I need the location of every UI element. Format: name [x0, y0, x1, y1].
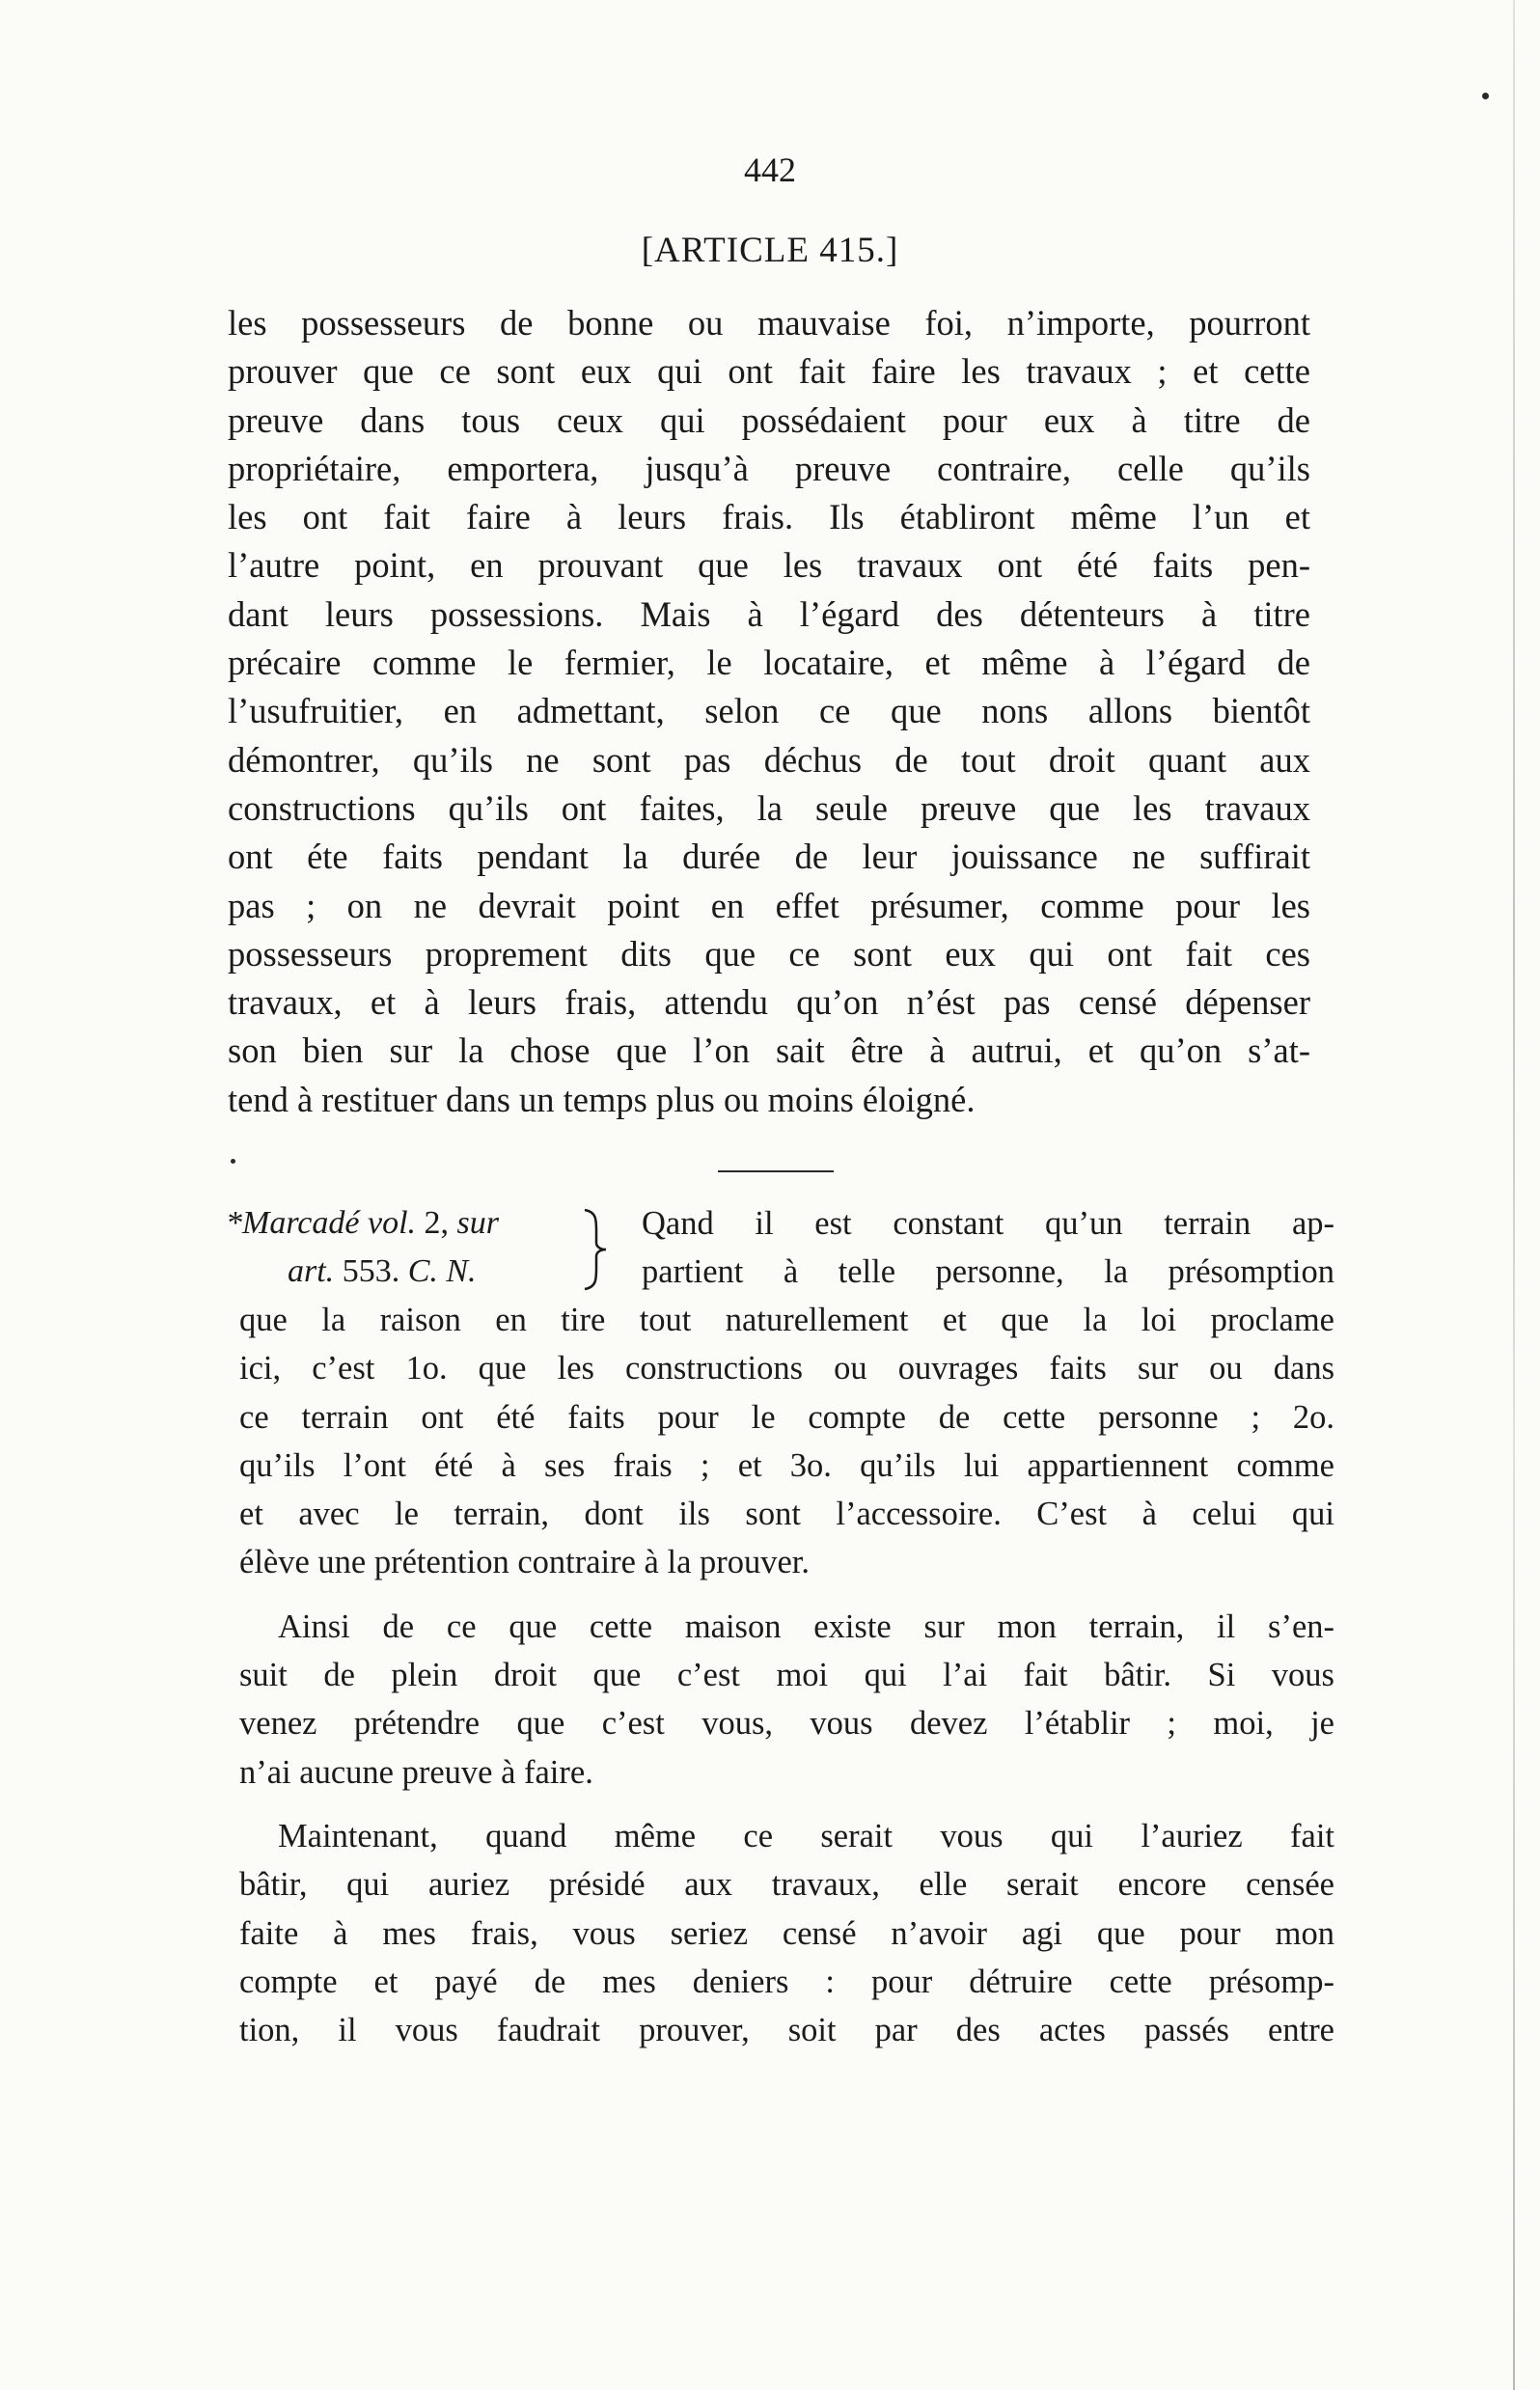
stray-ink-dot	[1482, 93, 1489, 99]
text-line: les ont fait faire à leurs frais. Ils établiront même l’un et	[228, 497, 1310, 537]
text-line: qu’ils l’ont été à ses frais ; et 3o. qu’ils lui appartiennent comme	[239, 1446, 1334, 1484]
text-line: compte et payé de mes deniers : pour détruire cette présomp-	[239, 1963, 1334, 2000]
text-line: son bien sur la chose que l’on sait être à autrui, et qu’on s’at-	[228, 1030, 1310, 1071]
text-line: partient à telle personne, la présomption	[642, 1253, 1334, 1291]
text-line: Ainsi de ce que cette maison existe sur mon terrain, il s’en-	[278, 1607, 1334, 1645]
text-line: Maintenant, quand même ce serait vous qui l’auriez fait	[278, 1817, 1334, 1854]
text-line: les possesseurs de bonne ou mauvaise foi, n’importe, pourront	[228, 303, 1310, 343]
marginal-art-ref: 553.	[342, 1253, 400, 1289]
text-line: Qand il est constant qu’un terrain ap-	[642, 1205, 1334, 1242]
page-edge-shadow	[1513, 0, 1515, 2390]
text-line: et avec le terrain, dont ils sont l’accessoire. C’est à celui qui	[239, 1496, 1334, 1533]
text-line: suit de plein droit que c’est moi qui l’ai fait bâtir. Si vous	[239, 1657, 1334, 1694]
text-line: tion, il vous faudrait prouver, soit par des actes passés entre	[239, 2012, 1334, 2049]
marginal-line-1	[226, 1199, 631, 1248]
page-number: 442	[744, 151, 796, 189]
text-line: l’usufruitier, en admettant, selon ce que nons allons bientôt	[228, 691, 1310, 731]
text-line: constructions qu’ils ont faites, la seule preuve que les travaux	[228, 787, 1310, 828]
note-first-lines	[642, 1199, 1334, 1297]
text-line: travaux, et à leurs frais, attendu qu’on n’ést pas censé dépenser	[228, 982, 1310, 1023]
note-paragraph-3	[239, 1812, 1334, 2054]
marginal-reference	[226, 1199, 631, 1296]
text-line: élève une prétention contraire à la prouver.	[239, 1544, 811, 1581]
marginal-art-label: art.	[288, 1253, 335, 1289]
text-line: ce terrain ont été faits pour le compte de cette personne ; 2o.	[239, 1398, 1334, 1436]
section-divider	[718, 1170, 834, 1172]
text-line: tend à restituer dans un temps plus ou moins éloigné.	[228, 1079, 976, 1119]
text-line: preuve dans tous ceux qui possédaient pour eux à titre de	[228, 399, 1310, 440]
text-line: propriétaire, emportera, jusqu’à preuve contraire, celle qu’ils	[228, 448, 1310, 488]
note-paragraph-2	[239, 1603, 1334, 1797]
text-line: démontrer, qu’ils ne sont pas déchus de tout droit quant aux	[228, 739, 1310, 780]
curly-brace-icon	[577, 1206, 616, 1293]
text-line: faite à mes frais, vous seriez censé n’avoir agi que pour mon	[239, 1914, 1334, 1952]
stray-ink-dot	[231, 1159, 235, 1164]
text-line: dant leurs possessions. Mais à l’égard des détenteurs à titre	[228, 593, 1310, 634]
text-line: venez prétendre que c’est vous, vous devez l’établir ; moi, je	[239, 1705, 1334, 1743]
note-continuation	[239, 1296, 1334, 1587]
marginal-volume: 2,	[424, 1205, 450, 1241]
marginal-line-2	[226, 1248, 631, 1296]
text-line: que la raison en tire tout naturellement et que la loi proclame	[239, 1302, 1334, 1338]
text-line: prouver que ce sont eux qui ont fait faire les travaux ; et cette	[228, 351, 1310, 392]
article-header: [ARTICLE 415.]	[641, 231, 899, 270]
text-line: bâtir, qui auriez présidé aux travaux, elle serait encore censée	[239, 1866, 1334, 1904]
text-line: ici, c’est 1o. que les constructions ou ouvrages faits sur ou dans	[239, 1350, 1334, 1387]
text-line: l’autre point, en prouvant que les travaux ont été faits pen-	[228, 545, 1310, 586]
text-line: pas ; on ne devrait point en effet présumer, comme pour les	[228, 885, 1310, 925]
text-line: n’ai aucune preuve à faire.	[239, 1753, 593, 1791]
marginal-code: C. N.	[407, 1253, 477, 1289]
text-line: précaire comme le fermier, le locataire, et même à l’égard de	[228, 643, 1310, 683]
marginal-sur: sur	[456, 1205, 499, 1241]
text-line: possesseurs proprement dits que ce sont eux qui ont fait ces	[228, 933, 1310, 974]
note-body	[239, 1296, 1334, 2054]
main-text-block	[228, 299, 1310, 1124]
marginal-author: *Marcadé vol.	[226, 1205, 417, 1241]
text-line: ont éte faits pendant la durée de leur jouissance ne suffirait	[228, 837, 1310, 877]
